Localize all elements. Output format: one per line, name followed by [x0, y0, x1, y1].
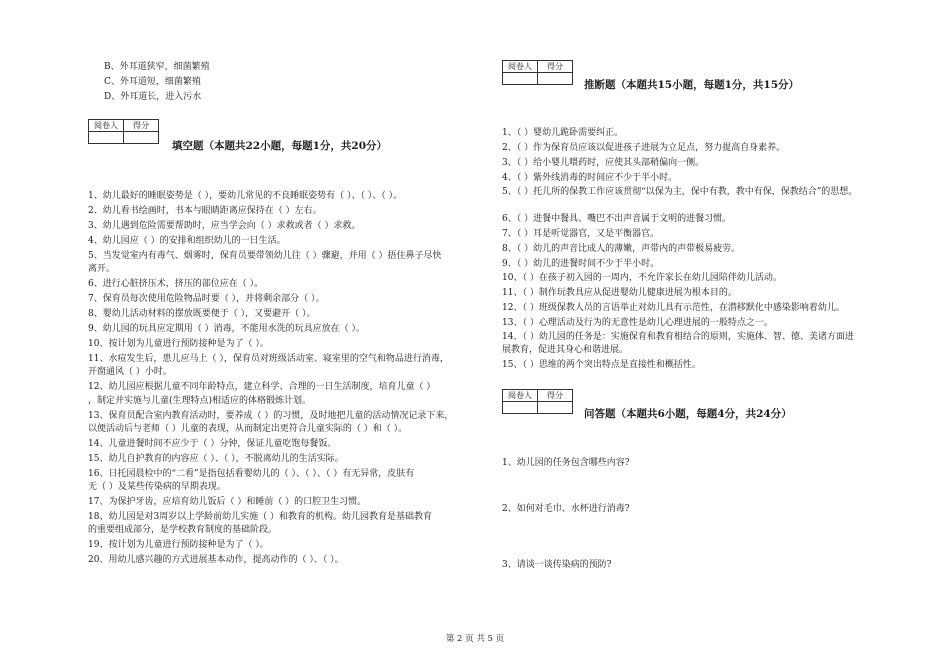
tf-line: 4、（ ）紫外线消毒的时间应不少于半小时。 — [502, 173, 678, 183]
tf-line: 12、（ ）班级保教人员的言语举止对幼儿具有示范性，在潜移默化中感染影响着幼儿。 — [502, 303, 845, 313]
score-table-qa — [502, 389, 573, 414]
fill-line: 11、水痘发生后，患儿应马上（ ），保育员对班级活动室、寝室里的空气和物品进行消毒， — [88, 354, 449, 364]
qa-question: 1、幼儿园的任务包含哪些内容? — [502, 458, 630, 468]
tf-line: 3、（ ）给小婴儿喂药时，应使其头部稍偏向一侧。 — [502, 158, 705, 168]
fill-line: 2、幼儿看书绘画时，书本与眼睛距离应保持在（ ）左右。 — [88, 206, 322, 216]
fill-line: 7、保育员每次使用危险物品时要（ ），并将剩余部分（ ）。 — [88, 294, 325, 304]
fill-line: ，制定并实施与儿童(生理特点)相适应的体格锻炼计划。 — [88, 396, 312, 406]
tf-line: 10、（ ）在孩子初入园的一周内，不允许家长在幼儿园陪伴幼儿活动。 — [502, 273, 782, 283]
reviewer-cell — [503, 73, 538, 85]
tf-line: 13、（ ）心理活动及行为的无意性是幼儿心理进展的一般特点之一。 — [502, 318, 773, 328]
fill-line: 8、婴幼儿活动材料的摆放既要便于（ ），又要避开（ ）。 — [88, 309, 316, 319]
tf-line: 7、（ ）耳是听觉器官，又是平衡器官。 — [502, 229, 660, 239]
fill-line: 19、按计划为儿童进行预防接种是为了（ ）。 — [88, 540, 269, 550]
tf-line: 9、（ ）幼儿的进餐时间不少于半小时。 — [502, 259, 660, 269]
fill-line: 16、日托园晨检中的“二看”是指包括看婴幼儿的（ ）、（ ）、（ ）有无异常，皮肤有 — [88, 469, 415, 479]
reviewer-cell — [89, 132, 124, 144]
fill-line: 15、幼儿自护教育的内容应（ ）、（ ），不脱离幼儿的生活实际。 — [88, 454, 344, 464]
qa-question: 2、如何对毛巾、水杯进行消毒? — [502, 504, 630, 514]
score-cell — [538, 402, 573, 414]
score-cell — [124, 132, 159, 144]
fill-line: 18、幼儿园是对3周岁以上学龄前幼儿实施（ ）和教育的机构。幼儿园教育是基础教育 — [88, 512, 433, 522]
fill-line: 1、幼儿最好的睡眠姿势是（ ），要幼儿常见的不良睡眠姿势有（ ）、（ ）、（ ）。 — [88, 191, 403, 201]
fill-line: 无（ ）及某些传染病的早期表现。 — [88, 482, 226, 492]
fill-line: 17、为保护牙齿，应培育幼儿饭后（ ）和睡前（ ）的口腔卫生习惯。 — [88, 497, 367, 507]
tf-line: 2、（ ）作为保育员应该以促进孩子进展为立足点，努力提高自身素养。 — [502, 143, 786, 153]
fill-line: 20、用幼儿感兴趣的方式进展基本动作，提高动作的（ ）、（ ）。 — [88, 555, 344, 565]
score-label: 得分 — [538, 61, 573, 73]
fill-line: 10、按计划为儿童进行预防接种是为了（ ）。 — [88, 339, 269, 349]
section-title-qa: 问答题（本题共6小题，每题4分，共24分） — [584, 408, 792, 420]
reviewer-label: 阅卷人 — [89, 120, 124, 132]
option-d: D、外耳道长，进入污水 — [104, 92, 202, 102]
option-c: C、外耳道短，细菌繁殖 — [104, 77, 201, 87]
tf-line: 15、（ ）思维的两个突出特点是直接性和概括性。 — [502, 360, 701, 370]
tf-line: 展教育，促进其身心和谐进展。 — [502, 345, 629, 355]
page-footer: 第 2 页 共 5 页 — [445, 634, 505, 644]
score-label: 得分 — [538, 390, 573, 402]
qa-question: 3、请谈一谈传染病的预防? — [502, 560, 612, 570]
fill-line: 12、幼儿园应根据儿童不同年龄特点，建立科学、合理的一日生活制度，培育儿童（ ） — [88, 382, 436, 392]
fill-line: 6、进行心脏挤压术，挤压的部位应在（ ）。 — [88, 279, 264, 289]
fill-line: 14、儿童进餐时间不应少于（ ）分钟，保证儿童吃饱每餐饭。 — [88, 439, 337, 449]
score-cell — [538, 73, 573, 85]
fill-line: 开窗通风（ ）小时。 — [88, 367, 172, 377]
fill-line: 以便活动后与老师（ ）儿童的表现，从而制定出更符合儿童实际的（ ）和（ ）。 — [88, 424, 408, 434]
fill-line: 3、幼儿遇到危险需要帮助时，应当学会向（ ）求救或者（ ）求救。 — [88, 221, 361, 231]
tf-line: 5、（ ）托儿所的保教工作应该贯彻“以保为主，保中有教，教中有保，保教结合”的思想。 — [502, 187, 858, 197]
score-label: 得分 — [124, 120, 159, 132]
tf-line: 6、（ ）进餐中餐具、嘴巴不出声音属于文明的进餐习惯。 — [502, 214, 732, 224]
reviewer-label: 阅卷人 — [503, 61, 538, 73]
tf-line: 14、（ ）幼儿园的任务是：实施保育和教育相结合的原则，实施体、智、德、美诸方面进 — [502, 332, 854, 342]
score-table-judgement — [502, 60, 573, 85]
tf-line: 8、（ ）幼儿的声音比成人的薄嫩，声带内的声带极易疲劳。 — [502, 244, 741, 254]
reviewer-label: 阅卷人 — [503, 390, 538, 402]
tf-line: 1、（ ）婴幼儿跪卧需要纠正。 — [502, 128, 624, 138]
fill-line: 9、幼儿园的玩具应定期用（ ）消毒，不能用水洗的玩具应放在（ ）。 — [88, 324, 365, 334]
fill-line: 离开。 — [88, 264, 116, 274]
score-table-fill — [88, 119, 159, 144]
fill-line: 13、保育员配合室内教育活动时，要养成（ ）的习惯，及时地把儿童的活动情况记录下来， — [88, 411, 454, 421]
tf-line: 11、（ ）制作玩教具应从促进婴幼儿健康进展为根本目的。 — [502, 288, 737, 298]
fill-line: 的重要组成部分，是学校教育制度的基础阶段。 — [88, 525, 278, 535]
fill-line: 4、幼儿园应（ ）的安排和组织幼儿的一日生活。 — [88, 236, 286, 246]
section-title-fill-in: 填空题（本题共22小题，每题1分，共20分） — [172, 140, 388, 152]
section-title-judgement: 推断题（本题共15小题，每题1分，共15分） — [584, 79, 800, 91]
fill-line: 5、当发觉室内有毒气、烟雾时，保育员要带领幼儿往（ ）骤避，并用（ ）捂住鼻子尽快 — [88, 251, 442, 261]
reviewer-cell — [503, 402, 538, 414]
option-b: B、外耳道狭窄，细菌繁殖 — [104, 62, 210, 72]
